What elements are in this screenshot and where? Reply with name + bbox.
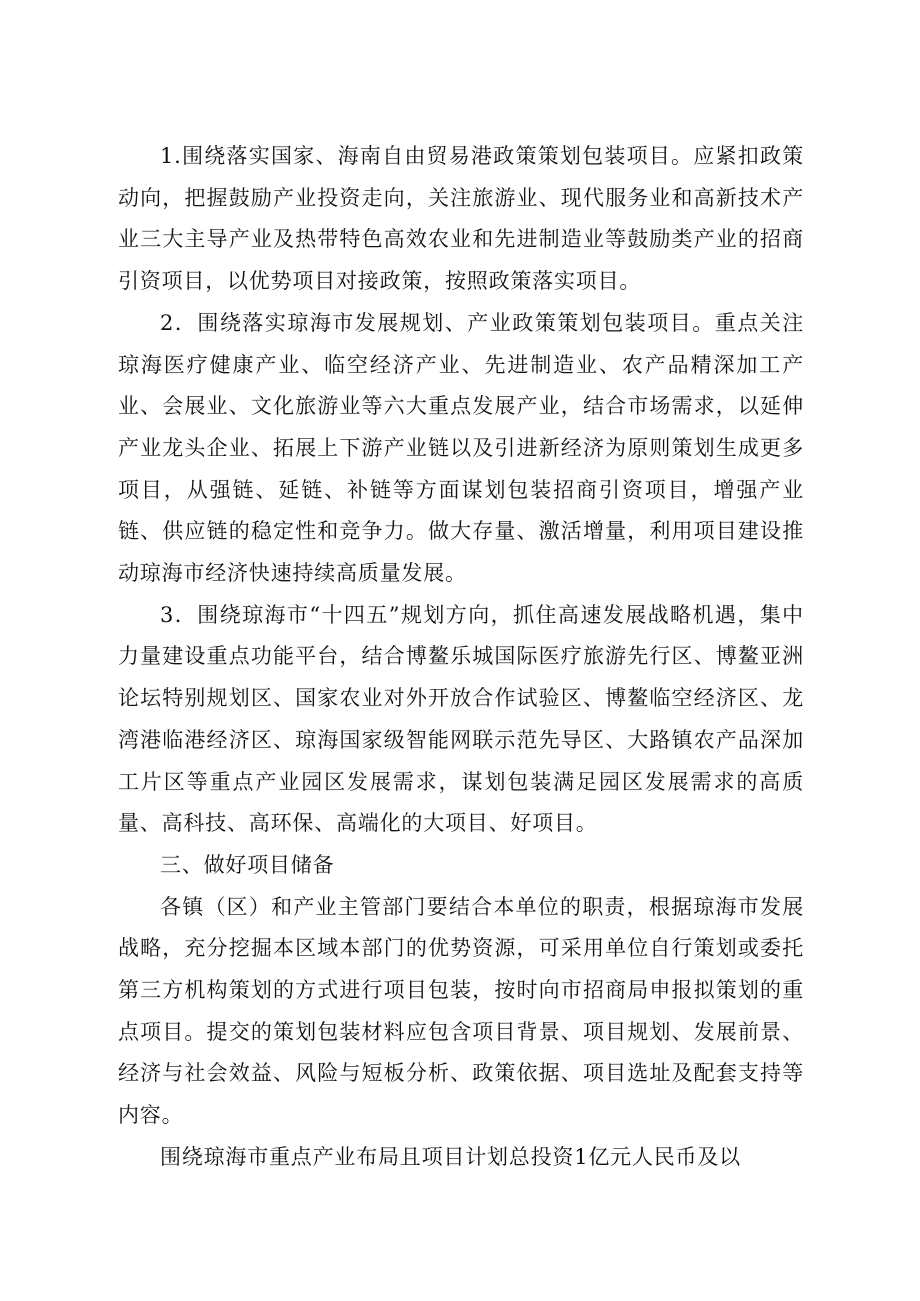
paragraph-item-2: 2．围绕落实琼海市发展规划、产业政策策划包装项目。重点关注琼海医疗健康产业、临空经济产业、先进制造业、农产品精深加工产业、会展业、文化旅游业等六大重点发展产业，结合市场需求，以延伸产业龙头企业、拓展上下游产业链以及引进新经济为原则策划生成更多项目，从强链、延链、补链等方面谋划包装招商引资项目，增强产业链、供应链的稳定性和竞争力。做大存量、激活增量，利用项目建设推动琼海市经济快速持续高质量发展。 — [118, 310, 804, 586]
paragraph-item-1: 1.围绕落实国家、海南自由贸易港政策策划包装项目。应紧扣政策动向，把握鼓励产业投资走向，关注旅游业、现代服务业和高新技术产业三大主导产业及热带特色高效农业和先进制造业等鼓励类产业的招商引资项目，以优势项目对接政策，按照政策落实项目。 — [118, 144, 804, 294]
section-paragraph-2: 围绕琼海市重点产业布局且项目计划总投资1亿元人民币及以 — [160, 1144, 741, 1169]
document-page — [118, 136, 804, 1179]
paragraph-item-3: 3．围绕琼海市“十四五”规划方向，抓住高速发展战略机遇，集中力量建设重点功能平台，结合博鳌乐城国际医疗旅游先行区、博鳌亚洲论坛特别规划区、国家农业对外开放合作试验区、博鳌临空经济区、龙湾港临港经济区、琼海国家级智能网联示范先导区、大路镇农产品深加工片区等重点产业园区发展需求，谋划包装满足园区发展需求的高质量、高科技、高环保、高端化的大项目、好项目。 — [118, 602, 804, 836]
section-heading: 三、做好项目储备 — [160, 852, 335, 877]
section-paragraph-1: 各镇（区）和产业主管部门要结合本单位的职责，根据琼海市发展战略，充分挖掘本区域本部门的优势资源，可采用单位自行策划或委托第三方机构策划的方式进行项目包装，按时向市招商局申报拟策划的重点项目。提交的策划包装材料应包含项目背景、项目规划、发展前景、经济与社会效益、风险与短板分析、政策依据、项目选址及配套支持等内容。 — [118, 894, 804, 1128]
